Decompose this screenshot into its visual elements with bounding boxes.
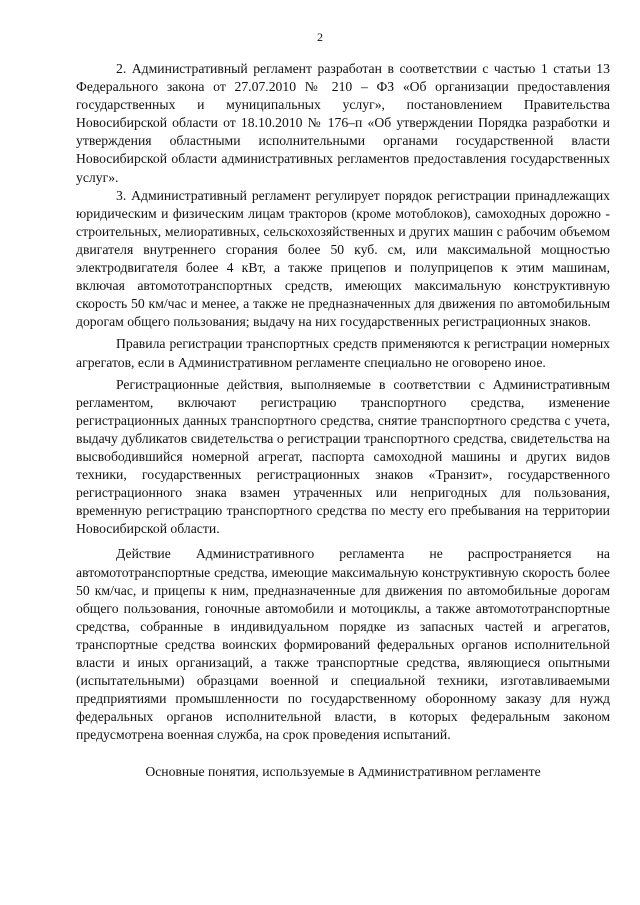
section-heading: Основные понятия, используемые в Административном регламенте <box>145 764 541 780</box>
paragraph-item-2: 2. Административный регламент разработан в соответствии с частью 1 статьи 13 Федерального закона от 27.07.2010 № 210 – ФЗ «Об организации предоставления государственных и муниципальных услуг», постановлением Правительства Новосибирской области от 18.10.2010 № 176–п «Об утверждении Порядка разработки и утверждения областными исполнительными органами государственной власти Новосибирской области административных регламентов предоставления государственных услуг». <box>76 61 610 185</box>
paragraph-registration-actions: Регистрационные действия, выполняемые в соответствии с Административным регламентом, включают регистрацию транспортного средства, изменение регистрационных данных транспортного средства, снятие транспортного средства с учета, выдачу дубликатов свидетельства о регистрации транспортного средства, свидетельства на высвободившийся номерной агрегат, паспорта самоходной машины и других видов техники, государственных регистрационных знаков «Транзит», государственного регистрационного знака взамен утраченных или непригодных для пользования, временную регистрацию транспортного средства по месту его пребывания на территории Новосибирской области. <box>76 376 610 537</box>
paragraph-regulation-scope: Действие Административного регламента не распространяется на автомототранспортные средства, имеющие максимальную конструктивную скорость более 50 км/час, и прицепы к ним, предназначенные для движения по автомобильные дорогам общего пользования, гоночные автомобили и мотоциклы, а также автомототранспортные средства, собранные в индивидуальном порядке из запасных частей и агрегатов, транспортные средства воинских формирований федеральных органов исполнительной власти и иных организаций, а также транспортные средства, являющиеся опытными (испытательными) образцами военной и специальной техники, изготавливаемыми предприятиями промышленности по государственному оборонному заказу для нужд федеральных органов исполнительной власти, в которых федеральным законом предусмотрена военная служба, на срок проведения испытаний. <box>76 546 610 743</box>
paragraph-registration-rules: Правила регистрации транспортных средств применяются к регистрации номерных агрегатов, если в Административном регламенте специально не оговорено иное. <box>76 336 610 370</box>
page-number: 2 <box>317 30 323 44</box>
document-body <box>76 60 610 782</box>
paragraph-item-3: 3. Административный регламент регулирует порядок регистрации принадлежащих юридическим и физическим лицам тракторов (кроме мотоблоков), самоходных дорожно - строительных, мелиоративных, сельскохозяйственных и других машин с рабочим объемом двигателя внутреннего сгорания более 50 куб. см, или максимальной мощностью электродвигателя более 4 кВт, а также прицепов и полуприцепов к этим машинам, включая автомототранспортных средств, имеющих максимальную конструктивную скорость 50 км/час и менее, а также не предназначенных для движения по автомобильным дорогам общего пользования; выдачу на них государственных регистрационных знаков. <box>76 187 610 330</box>
